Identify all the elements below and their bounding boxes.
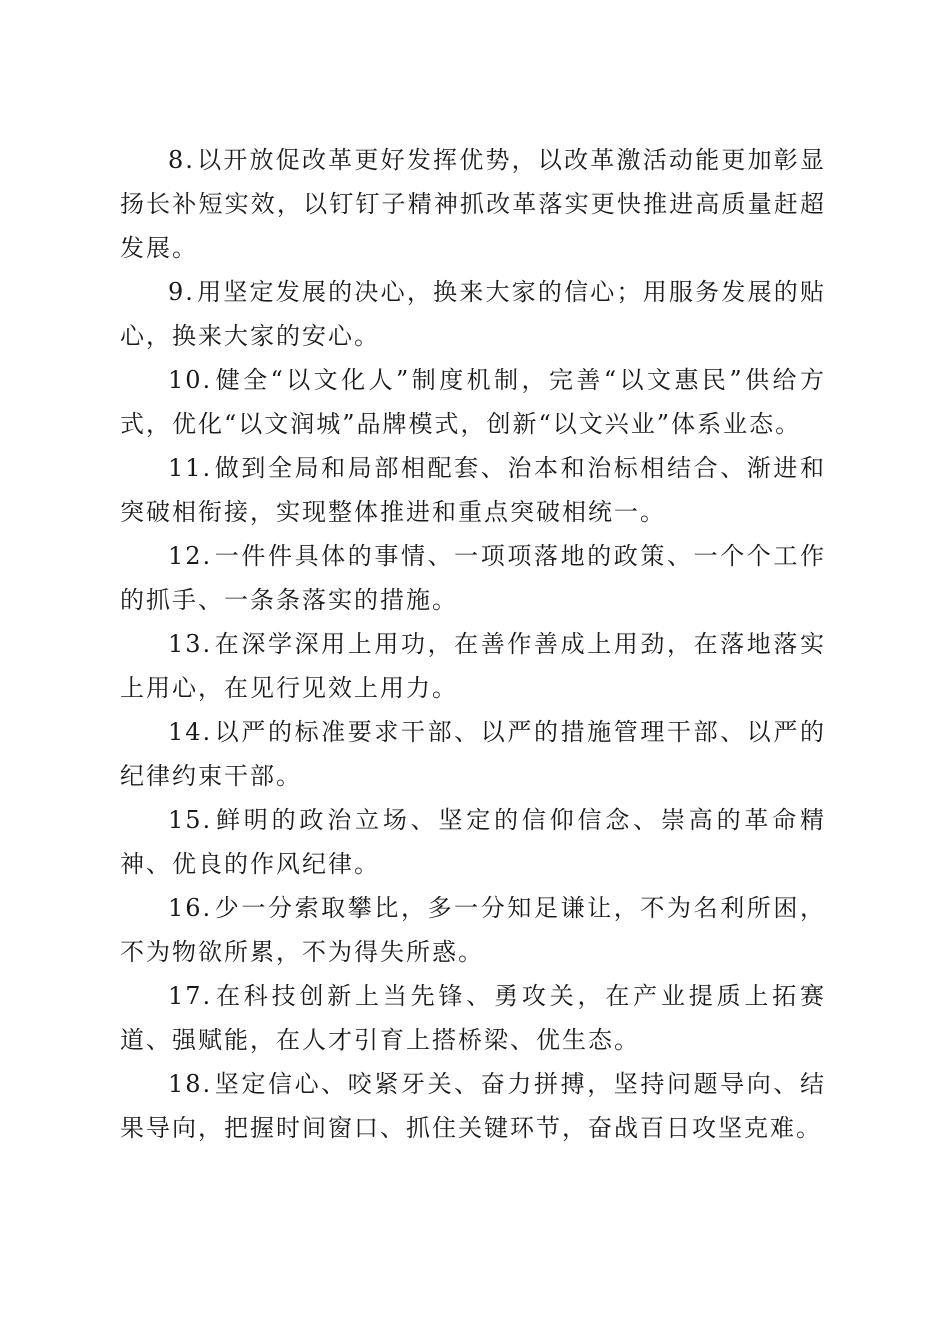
paragraph-number: 8.	[168, 146, 195, 174]
paragraph-text: 坚定信心、咬紧牙关、奋力拼搏，坚持问题导向、结果导向，把握时间窗口、抓住关键环节，奋战百日攻坚克难。	[120, 1070, 826, 1142]
paragraph-number: 9.	[168, 278, 195, 306]
paragraph-11	[120, 446, 826, 534]
paragraph-number: 18.	[168, 1070, 213, 1098]
paragraph-number: 11.	[168, 454, 213, 482]
paragraph-text: 鲜明的政治立场、坚定的信仰信念、崇高的革命精神、优良的作风纪律。	[120, 806, 826, 878]
paragraph-text: 在深学深用上用功，在善作善成上用劲，在落地落实上用心，在见行见效上用力。	[120, 630, 826, 702]
paragraph-number: 10.	[168, 366, 213, 394]
paragraph-text: 健全“以文化人”制度机制，完善“以文惠民”供给方式，优化“以文润城”品牌模式，创新“以文兴业”体系业态。	[120, 366, 826, 438]
paragraph-text: 以严的标准要求干部、以严的措施管理干部、以严的纪律约束干部。	[120, 718, 826, 790]
paragraph-18	[120, 1062, 826, 1150]
paragraph-number: 15.	[168, 806, 213, 834]
paragraph-text: 用坚定发展的决心，换来大家的信心；用服务发展的贴心，换来大家的安心。	[120, 278, 826, 350]
paragraph-17	[120, 974, 826, 1062]
paragraph-13	[120, 622, 826, 710]
paragraph-10	[120, 358, 826, 446]
paragraph-text: 一件件具体的事情、一项项落地的政策、一个个工作的抓手、一条条落实的措施。	[120, 542, 826, 614]
paragraph-text: 在科技创新上当先锋、勇攻关，在产业提质上拓赛道、强赋能，在人才引育上搭桥梁、优生态。	[120, 982, 826, 1054]
paragraph-number: 17.	[168, 982, 213, 1010]
paragraph-16	[120, 886, 826, 974]
paragraph-12	[120, 534, 826, 622]
paragraph-8	[120, 138, 826, 270]
paragraph-number: 13.	[168, 630, 213, 658]
paragraph-15	[120, 798, 826, 886]
paragraph-text: 做到全局和局部相配套、治本和治标相结合、渐进和突破相衔接，实现整体推进和重点突破相统一。	[120, 454, 826, 526]
paragraph-9	[120, 270, 826, 358]
paragraph-text: 少一分索取攀比，多一分知足谦让，不为名利所困，不为物欲所累，不为得失所惑。	[120, 894, 826, 966]
paragraph-14	[120, 710, 826, 798]
paragraph-number: 12.	[168, 542, 213, 570]
paragraph-number: 14.	[168, 718, 213, 746]
paragraph-number: 16.	[168, 894, 213, 922]
paragraph-text: 以开放促改革更好发挥优势，以改革激活动能更加彰显扬长补短实效，以钉钉子精神抓改革落实更快推进高质量赶超发展。	[120, 146, 826, 262]
document-body	[120, 138, 826, 1150]
